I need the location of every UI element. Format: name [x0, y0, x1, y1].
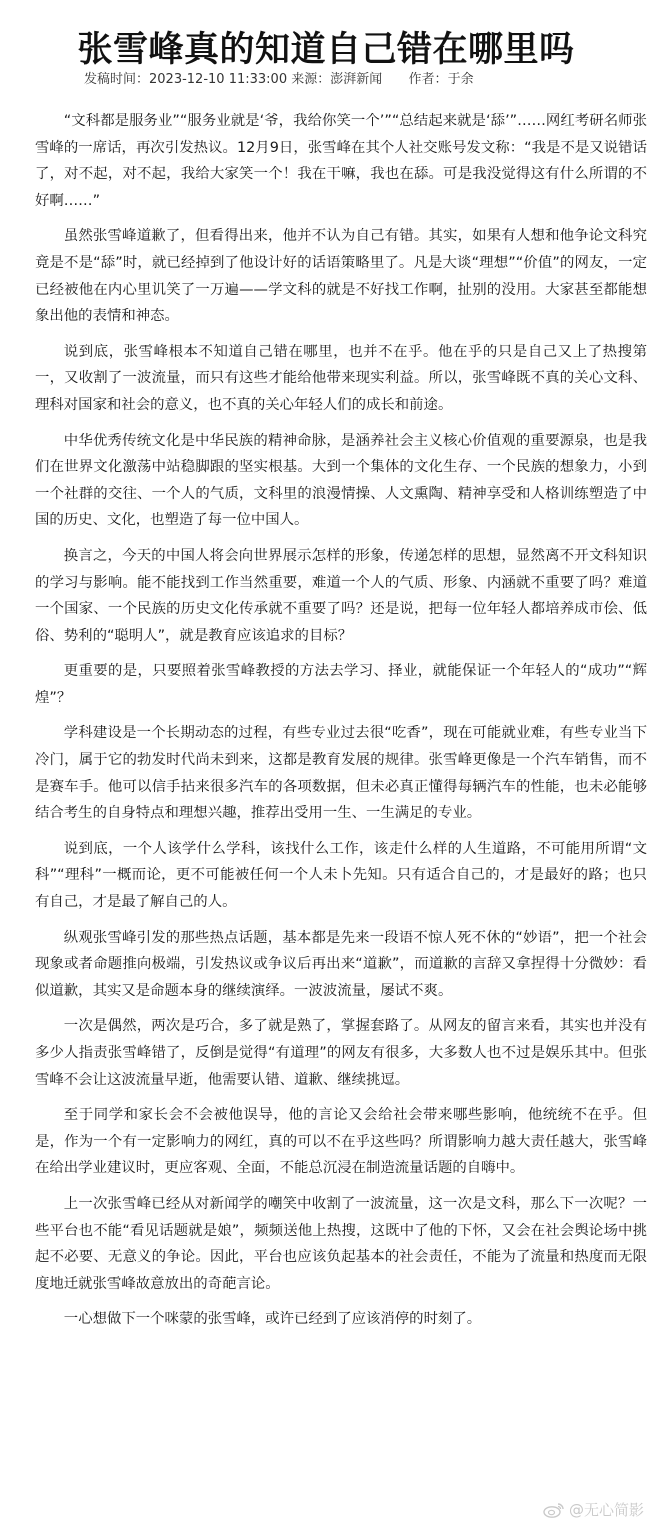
paragraph: 上一次张雪峰已经从对新闻学的嘲笑中收割了一波流量，这一次是文科，那么下一次呢？一些平台也不能“看见话题就是娘”，频频送他上热搜，这既中了他的下怀，又会在社会舆论场中挑起不必要、无意义的争论。因此，平台也应该负起基本的社会责任，不能为了流量和热度而无限度地迁就张雪峰故意放出的奇葩言论。 [35, 1195, 647, 1292]
article-meta [84, 70, 474, 90]
article-title: 张雪峰真的知道自己错在哪里吗 [77, 30, 575, 71]
weibo-logo-icon [543, 1502, 565, 1518]
paragraph: 更重要的是，只要照着张雪峰教授的方法去学习、择业，就能保证一个年轻人的“成功”“辉煌”？ [35, 663, 647, 706]
author-label: 作者： [408, 72, 448, 87]
paragraph: 至于同学和家长会不会被他误导，他的言论又会给社会带来哪些影响，他统统不在乎。但是，作为一个有一定影响力的网红，真的可以不在乎这些吗？所谓影响力越大责任越大，张雪峰在给出学业建议时，更应客观、全面，不能总沉浸在制造流量话题的自嗨中。 [35, 1107, 647, 1177]
source-label: 来源： [291, 72, 331, 87]
article-body [35, 108, 647, 1342]
paragraph: 说到底，一个人该学什么学科，该找什么工作，该走什么样的人生道路，不可能用所谓“文科”“理科”一概而论，更不可能被任何一个人未卜先知。只有适合自己的，才是最好的路；也只有自己，才是最了解自己的人。 [35, 840, 647, 911]
published-label: 发稿时间： [84, 72, 150, 87]
watermark [543, 1499, 644, 1520]
paragraph: 换言之，今天的中国人将会向世界展示怎样的形象，传递怎样的思想，显然离不开文科知识的学习与影响。能不能找到工作当然重要，难道一个人的气质、形象、内涵就不重要了吗？难道一个国家、一个民族的历史文化传承就不重要了吗？还是说，把每一位年轻人都培养成市侩、低俗、势利的“聪明人”，就是教育应该追求的目标？ [35, 547, 647, 644]
paragraph: 说到底，张雪峰根本不知道自己错在哪里，也并不在乎。他在乎的只是自己又上了热搜第一，又收割了一波流量，而只有这些才能给他带来现实利益。所以，张雪峰既不真的关心文科、理科对国家和社会的意义，也不真的关心年轻人们的成长和前途。 [35, 343, 647, 413]
paragraph: 纵观张雪峰引发的那些热点话题，基本都是先来一段语不惊人死不休的“妙语”，把一个社会现象或者命题推向极端，引发热议或争议后再出来“道歉”，而道歉的言辞又拿捏得十分微妙：看似道歉，其实又是命题本身的继续演绎。一波波流量，屡试不爽。 [35, 929, 647, 999]
author-name: 于余 [447, 72, 474, 87]
paragraph: 中华优秀传统文化是中华民族的精神命脉，是涵养社会主义核心价值观的重要源泉，也是我们在世界文化激荡中站稳脚跟的坚实根基。大到一个集体的文化生存、一个民族的想象力，小到一个社群的交往、一个人的气质，文科里的浪漫情操、人文熏陶、精神享受和人格训练塑造了中国的历史、文化，也塑造了每一位中国人。 [35, 432, 647, 529]
published-time: 2023-12-10 11:33:00 [149, 72, 288, 87]
paragraph: 学科建设是一个长期动态的过程，有些专业过去很“吃香”，现在可能就业难，有些专业当下冷门，属于它的勃发时代尚未到来，这都是教育发展的规律。张雪峰更像是一个汽车销售，而不是赛车手。他可以信手拈来很多汽车的各项数据，但未必真正懂得每辆汽车的性能，也未必能够结合考生的自身特点和理想兴趣，推荐出受用一生、一生满足的专业。 [35, 725, 647, 822]
paragraph: “文科都是服务业”“服务业就是‘爷，我给你笑一个’”“总结起来就是‘舔’”……网红考研名师张雪峰的一席话，再次引发热议。12月9日，张雪峰在其个人社交账号发文称：“我是不是又说错话了，对不起，对不起，我给大家笑一个！我在干嘛，我也在舔。可是我没觉得这有什么所谓的不好啊……” [35, 113, 647, 209]
watermark-text: @无心简影 [568, 1501, 644, 1519]
source-name: 澎湃新闻 [330, 72, 383, 87]
paragraph: 一心想做下一个咪蒙的张雪峰，或许已经到了应该消停的时刻了。 [63, 1311, 482, 1328]
paragraph: 一次是偶然，两次是巧合，多了就是熟了，掌握套路了。从网友的留言来看，其实也并没有多少人指责张雪峰错了，反倒是觉得“有道理”的网友有很多，大多数人也不过是娱乐其中。但张雪峰不会让这波流量早逝，他需要认错、道歉、继续挑逗。 [35, 1018, 647, 1088]
paragraph: 虽然张雪峰道歉了，但看得出来，他并不认为自己有错。其实，如果有人想和他争论文科究竟是不是“舔”时，就已经掉到了他设计好的话语策略里了。凡是大谈“理想”“价值”的网友，一定已经被他在内心里讥笑了一万遍——学文科的就是不好找工作啊，扯别的没用。大家甚至都能想象出他的表情和神态。 [35, 228, 647, 325]
